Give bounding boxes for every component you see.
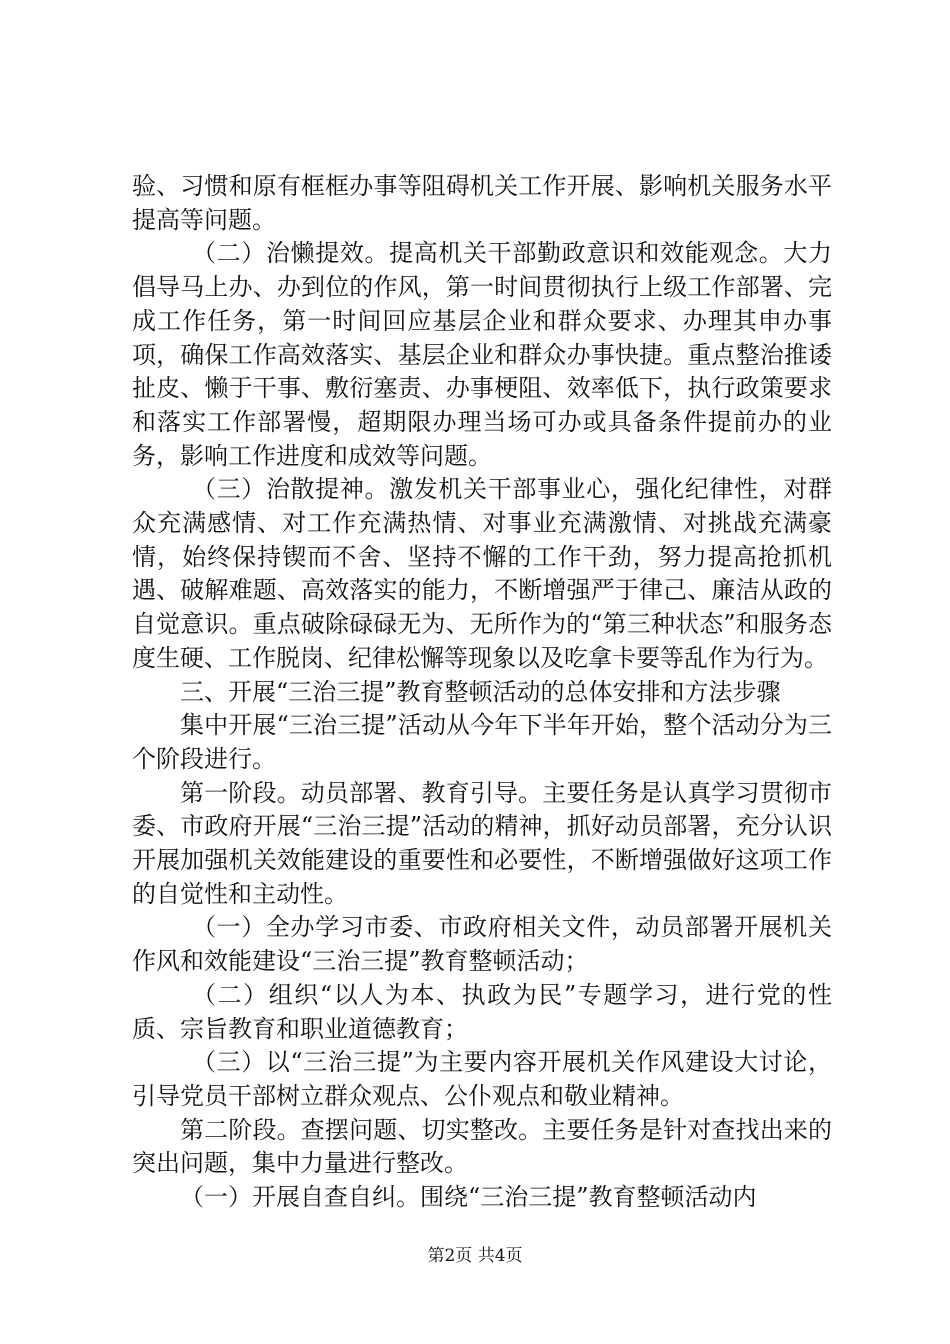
paragraph-zhi-san-ti-shen: （三）治散提神。激发机关干部事业心，强化纪律性，对群众充满感情、对工作充满热情、对事业充满激情、对挑战充满豪情，始终保持锲而不舍、坚持不懈的工作干劲，努力提高抢抓机遇、破解难题、高效落实的能力，不断增强严于律己、廉洁从政的自觉意识。重点破除碌碌无为、无所作为的“第三种状态”和服务态度生硬、工作脱岗、纪律松懈等现象以及吃拿卡要等乱作为行为。 <box>132 475 832 672</box>
section-heading-three: 三、开展“三治三提”教育整顿活动的总体安排和方法步骤 <box>180 677 781 706</box>
paragraph-stage-two: 第二阶段。查摆问题、切实整改。主要任务是针对查找出来的突出问题，集中力量进行整改。 <box>132 1115 832 1178</box>
paragraph-continuation: 验、习惯和原有框框办事等阻碍机关工作开展、影响机关服务水平提高等问题。 <box>132 172 832 234</box>
paragraph-stage-one-item-3: （三）以“三治三提”为主要内容开展机关作风建设大讨论，引导党员干部树立群众观点、公仆观点和敬业精神。 <box>132 1048 832 1110</box>
document-body <box>132 170 832 1215</box>
paragraph-stage-one: 第一阶段。动员部署、教育引导。主要任务是认真学习贯彻市委、市政府开展“三治三提”活动的精神，抓好动员部署，充分认识开展加强机关效能建设的重要性和必要性，不断增强做好这项工作的自觉性和主动性。 <box>132 778 832 908</box>
paragraph-activity-overview: 集中开展“三治三提”活动从今年下半年开始，整个活动分为三个阶段进行。 <box>132 711 832 773</box>
paragraph-stage-one-item-1: （一）全办学习市委、市政府相关文件，动员部署开展机关作风和效能建设“三治三提”教育整顿活动； <box>132 913 832 976</box>
page-number-footer: 第2页 共4页 <box>427 1246 523 1266</box>
paragraph-stage-one-item-2: （二）组织“以人为本、执政为民”专题学习，进行党的性质、宗旨教育和职业道德教育； <box>132 980 832 1043</box>
paragraph-stage-two-item-1: （一）开展自查自纠。围绕“三治三提”教育整顿活动内 <box>180 1183 757 1212</box>
paragraph-zhi-lan-ti-xiao: （二）治懒提效。提高机关干部勤政意识和效能观念。大力倡导马上办、办到位的作风，第一时间贯彻执行上级工作部署、完成工作任务，第一时间回应基层企业和群众要求、办理其申办事项，确保工作高效落实、基层企业和群众办事快捷。重点整治推诿扯皮、懒于干事、敷衍塞责、办事梗阻、效率低下，执行政策要求和落实工作部署慢，超期限办理当场可办或具备条件提前办的业务，影响工作进度和成效等问题。 <box>132 239 832 470</box>
